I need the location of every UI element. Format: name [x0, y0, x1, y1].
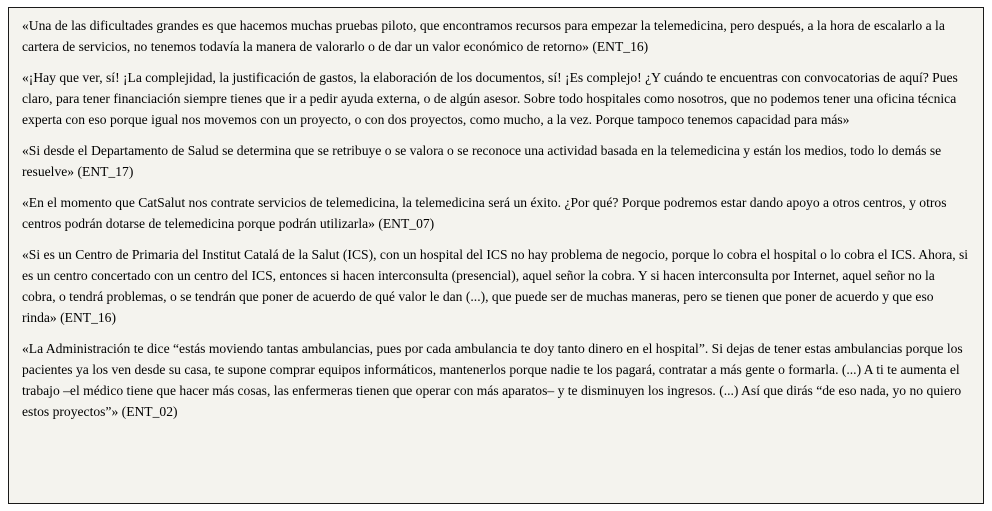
interview-quote: «La Administración te dice “estás moviendo tantas ambulancias, pues por cada ambulancia te doy tanto dinero en el hospital”. Si dejas de tener estas ambulancias porque los pacientes ya los ven desde su casa, te supone comprar equipos informáticos, mantenerlos porque nadie te los pagará, contratar a más gente o formarla. (...) A ti te aumenta el trabajo –el médico tiene que hacer más cosas, las enfermeras tienen que operar con más aparatos– y te disminuyen los ingresos. (...) Así que dirás “de eso nada, yo no quiero estos proyectos”» (ENT_02): [22, 341, 963, 419]
interview-quote: «Si desde el Departamento de Salud se determina que se retribuye o se valora o se reconoce una actividad basada en la telemedicina y están los medios, todo lo demás se resuelve» (ENT_17): [22, 143, 942, 179]
interview-quote: «¡Hay que ver, sí! ¡La complejidad, la justificación de gastos, la elaboración de los documentos, sí! ¡Es complejo! ¿Y cuándo te encuentras con convocatorias de aquí? Pues claro, para tener financiación siempre tienes que ir a pedir ayuda externa, o de algún asesor. Sobre todo hospitales como nosotros, que no podemos tener una oficina técnica experta con eso porque igual nos movemos con un proyecto, o con dos proyectos, como mucho, a la vez. Porque tampoco tenemos capacidad para más»: [22, 70, 958, 127]
interview-quotes-panel: [8, 7, 984, 504]
interview-quote: «En el momento que CatSalut nos contrate servicios de telemedicina, la telemedicina será un éxito. ¿Por qué? Porque podremos estar dando apoyo a otros centros, y otros centros podrán dotarse de telemedicina porque podrán utilizarla» (ENT_07): [22, 195, 947, 231]
interview-quote: «Una de las dificultades grandes es que hacemos muchas pruebas piloto, que encontramos recursos para empezar la telemedicina, pero después, a la hora de escalarlo a la cartera de servicios, no tenemos todavía la manera de valorarlo o de dar un valor económico de retorno» (ENT_16): [22, 18, 945, 54]
interview-quote: «Si es un Centro de Primaria del Institut Catalá de la Salut (ICS), con un hospital del ICS no hay problema de negocio, porque lo cobra el hospital o lo cobra el ICS. Ahora, si es un centro concertado con un centro del ICS, entonces si hacen interconsulta (presencial), aquel señor la cobra. Y si hacen interconsulta por Internet, aquel señor no la cobra, o tendrá problemas, o se tendrán que poner de acuerdo de qué valor le dan (...), que puede ser de muchas maneras, pero se tienen que poner de acuerdo y que eso rinda» (ENT_16): [22, 247, 969, 325]
